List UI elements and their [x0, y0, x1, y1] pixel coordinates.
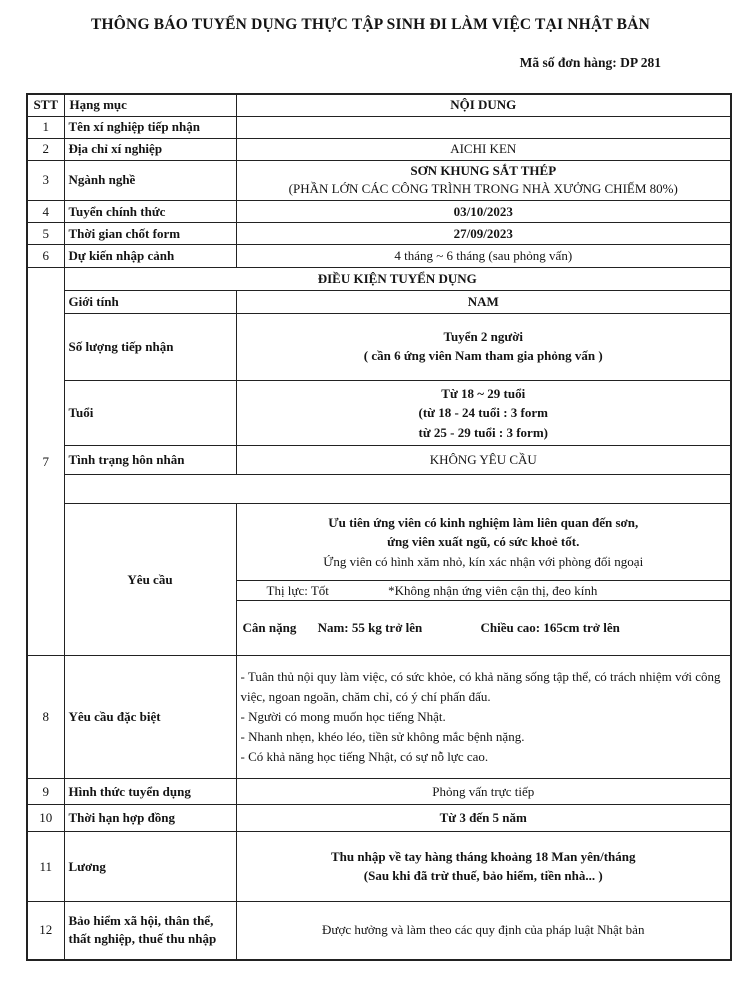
- table-row: [27, 201, 731, 223]
- table-row: [27, 314, 731, 381]
- table-row-section: [27, 268, 731, 291]
- row3-content: [236, 160, 731, 201]
- table-row: [27, 245, 731, 268]
- row3-number: 3: [27, 160, 64, 201]
- weight-label: Cân nặng: [242, 620, 297, 636]
- special-req-bullet: - Người có mong muốn học tiếng Nhật.: [240, 709, 446, 725]
- marital-content: KHÔNG YÊU CẦU: [236, 446, 731, 475]
- height-value: Chiều cao: 165cm trở lên: [480, 620, 620, 636]
- row8-content: [236, 656, 731, 779]
- table-row: [27, 446, 731, 475]
- row8-number: 8: [27, 656, 64, 779]
- row12-content: Được hưởng và làm theo các quy định của pháp luật Nhật bản: [236, 902, 731, 960]
- row9-label: Hình thức tuyển dụng: [64, 779, 236, 805]
- row6-label: Dự kiến nhập cảnh: [64, 245, 236, 268]
- table-row: [27, 223, 731, 245]
- row9-content: Phỏng vấn trực tiếp: [236, 779, 731, 805]
- row5-content: 27/09/2023: [236, 223, 731, 245]
- row4-content: 03/10/2023: [236, 201, 731, 223]
- row8-label: Yêu cầu đặc biệt: [64, 656, 236, 779]
- requirement-label: Yêu cầu: [64, 504, 236, 656]
- requirement-priority-line1: Ưu tiên ứng viên có kinh nghiệm làm liên quan đến sơn,: [328, 514, 639, 530]
- section-title-conditions: ĐIỀU KIỆN TUYỂN DỤNG: [64, 268, 731, 291]
- table-row: [27, 832, 731, 902]
- table-row: [27, 902, 731, 960]
- row2-label: Địa chỉ xí nghiệp: [64, 138, 236, 160]
- table-row: [27, 656, 731, 779]
- quantity-line1: Tuyển 2 người: [443, 329, 524, 345]
- special-req-bullet: - Tuân thủ nội quy làm việc, có sức khỏe, có khả năng sống tập thể, có trách nhiệm với công việc, ngoan ngoãn, chăm chỉ, có ý chí phấn đấu.: [240, 668, 721, 704]
- row5-number: 5: [27, 223, 64, 245]
- age-line3: từ 25 - 29 tuổi : 3 form): [418, 424, 548, 440]
- row9-number: 9: [27, 779, 64, 805]
- row11-label: Lương: [64, 832, 236, 902]
- row10-number: 10: [27, 805, 64, 832]
- row4-number: 4: [27, 201, 64, 223]
- salary-line1: Thu nhập về tay hàng tháng khoảng 18 Man yên/tháng: [330, 848, 636, 864]
- table-row: [27, 116, 731, 138]
- age-label: Tuổi: [64, 381, 236, 446]
- salary-line2: (Sau khi đã trừ thuế, bảo hiểm, tiền nhà... ): [363, 867, 603, 883]
- header-category: Hạng mục: [64, 94, 236, 116]
- recruitment-table: [26, 93, 732, 961]
- table-row: [27, 504, 731, 581]
- age-line1: Từ 18 ~ 29 tuổi: [441, 385, 526, 401]
- marital-label: Tình trạng hôn nhân: [64, 446, 236, 475]
- age-line2: (từ 18 - 24 tuổi : 3 form: [418, 405, 548, 421]
- row4-label: Tuyển chính thức: [64, 201, 236, 223]
- row1-number: 1: [27, 116, 64, 138]
- requirement-priority: [236, 504, 731, 581]
- row12-number: 12: [27, 902, 64, 960]
- header-content: NỘI DUNG: [236, 94, 731, 116]
- special-req-bullet: - Có khả năng học tiếng Nhật, có sự nỗ lực cao.: [240, 749, 489, 765]
- row12-label: Bảo hiểm xã hội, thân thể, thất nghiệp, thuế thu nhập: [64, 902, 236, 960]
- table-row: [27, 779, 731, 805]
- requirement-measurements: [236, 601, 731, 656]
- order-code: Mã số đơn hàng: DP 281: [519, 55, 661, 70]
- table-row: [27, 381, 731, 446]
- row7-number: 7: [27, 268, 64, 656]
- row2-content: AICHI KEN: [236, 138, 731, 160]
- table-row-spacer: [27, 475, 731, 504]
- eyesight-note: *Không nhận ứng viên cận thị, đeo kính: [388, 582, 598, 598]
- age-content: [236, 381, 731, 446]
- requirement-priority-line2: ứng viên xuất ngũ, có sức khoẻ tốt.: [387, 534, 580, 550]
- row6-number: 6: [27, 245, 64, 268]
- row2-number: 2: [27, 138, 64, 160]
- gender-content: NAM: [236, 291, 731, 314]
- special-req-bullet: - Nhanh nhẹn, khéo léo, tiền sử không mắc bệnh nặng.: [240, 729, 525, 745]
- row11-content: [236, 832, 731, 902]
- table-row: [27, 138, 731, 160]
- gender-label: Giới tính: [64, 291, 236, 314]
- row11-number: 11: [27, 832, 64, 902]
- row10-label: Thời hạn hợp đồng: [64, 805, 236, 832]
- header-stt: STT: [27, 94, 64, 116]
- quantity-content: [236, 314, 731, 381]
- requirement-tattoo-note: Ứng viên có hình xăm nhỏ, kín xác nhận với phòng đối ngoại: [323, 553, 644, 569]
- requirement-eyesight: [236, 581, 731, 601]
- table-header-row: [27, 94, 731, 116]
- row5-label: Thời gian chốt form: [64, 223, 236, 245]
- table-row: [27, 160, 731, 201]
- document-title: THÔNG BÁO TUYỂN DỤNG THỰC TẬP SINH ĐI LÀM VIỆC TẠI NHẬT BẢN: [91, 16, 650, 33]
- quantity-label: Số lượng tiếp nhận: [64, 314, 236, 381]
- row6-content: 4 tháng ~ 6 tháng (sau phỏng vấn): [236, 245, 731, 268]
- row3-content-line1: SƠN KHUNG SẮT THÉP: [410, 162, 557, 178]
- empty-spacer-cell: [64, 475, 731, 504]
- row1-label: Tên xí nghiệp tiếp nhận: [64, 116, 236, 138]
- eyesight-label: Thị lực: Tốt: [266, 582, 329, 598]
- row10-content: Từ 3 đến 5 năm: [236, 805, 731, 832]
- quantity-line2: ( cần 6 ứng viên Nam tham gia phỏng vấn ): [363, 348, 603, 364]
- table-row: [27, 291, 731, 314]
- table-row: [27, 805, 731, 832]
- weight-value: Nam: 55 kg trở lên: [317, 620, 423, 636]
- row3-label: Ngành nghề: [64, 160, 236, 201]
- row3-content-line2: (PHẦN LỚN CÁC CÔNG TRÌNH TRONG NHÀ XƯỞNG CHIẾM 80%): [288, 181, 678, 197]
- row1-content: [236, 116, 731, 138]
